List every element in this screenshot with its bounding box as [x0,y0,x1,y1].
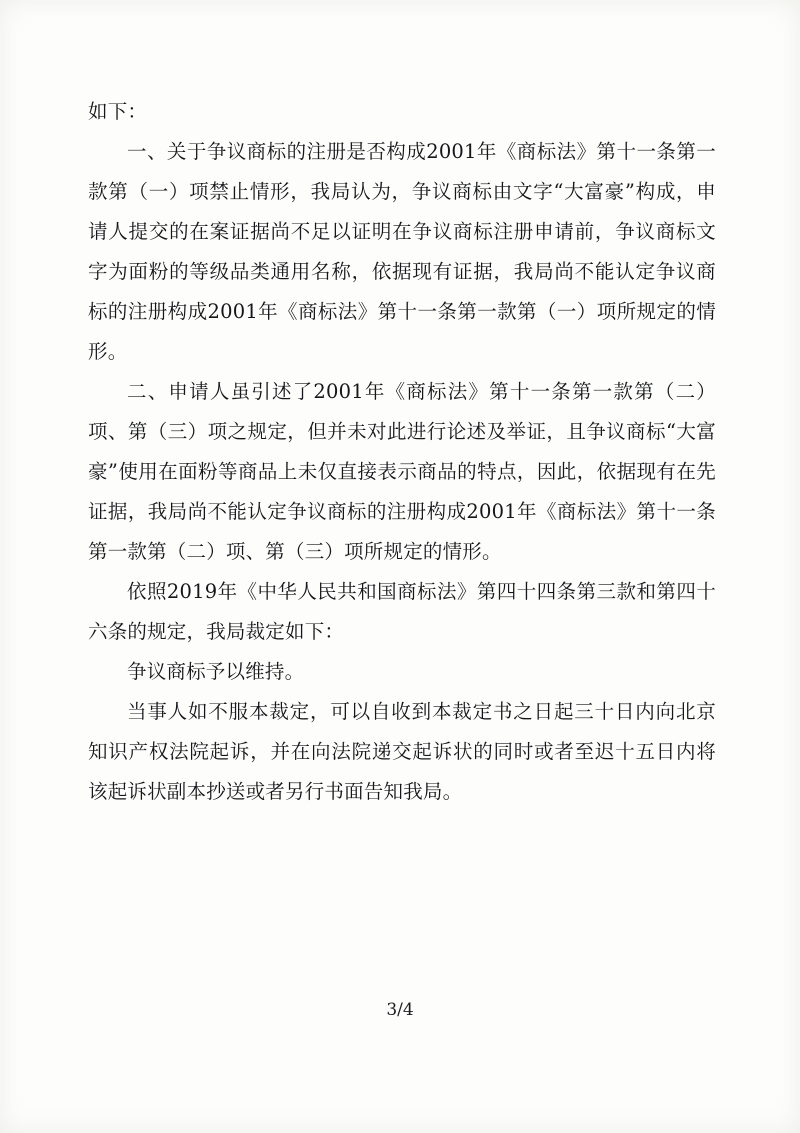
paragraph-decision: 争议商标予以维持。 [127,660,305,683]
paragraph-item-two: 二、申请人虽引述了2001年《商标法》第十一条第一款第（二）项、第（三）项之规定，但并未对此进行论述及举证，且争议商标“大富豪”使用在面粉等商品上未仅直接表示商品的特点，因此，依据现有在先证据，我局尚不能认定争议商标的注册构成2001年《商标法》第十一条第一款第（二）项、第（三）项所规定的情形。 [88,380,716,563]
paragraph-appeal-notice: 当事人如不服本裁定，可以自收到本裁定书之日起三十日内向北京知识产权法院起诉，并在向法院递交起诉状的同时或者至迟十五日内将该起诉状副本抄送或者另行书面告知我局。 [88,700,716,803]
document-body [88,92,716,812]
paragraph-lead-line: 如下： [88,100,148,123]
page-number: 3/4 [386,1000,414,1020]
paragraph-item-one: 一、关于争议商标的注册是否构成2001年《商标法》第十一条第一款第（一）项禁止情形，我局认为，争议商标由文字“大富豪”构成，申请人提交的在案证据尚不足以证明在争议商标注册申请前，争议商标文字为面粉的等级品类通用名称，依据现有证据，我局尚不能认定争议商标的注册构成2001年《商标法》第十一条第一款第（一）项所规定的情形。 [88,140,716,363]
paragraph-legal-basis: 依照2019年《中华人民共和国商标法》第四十四条第三款和第四十六条的规定，我局裁定如下： [88,580,716,643]
